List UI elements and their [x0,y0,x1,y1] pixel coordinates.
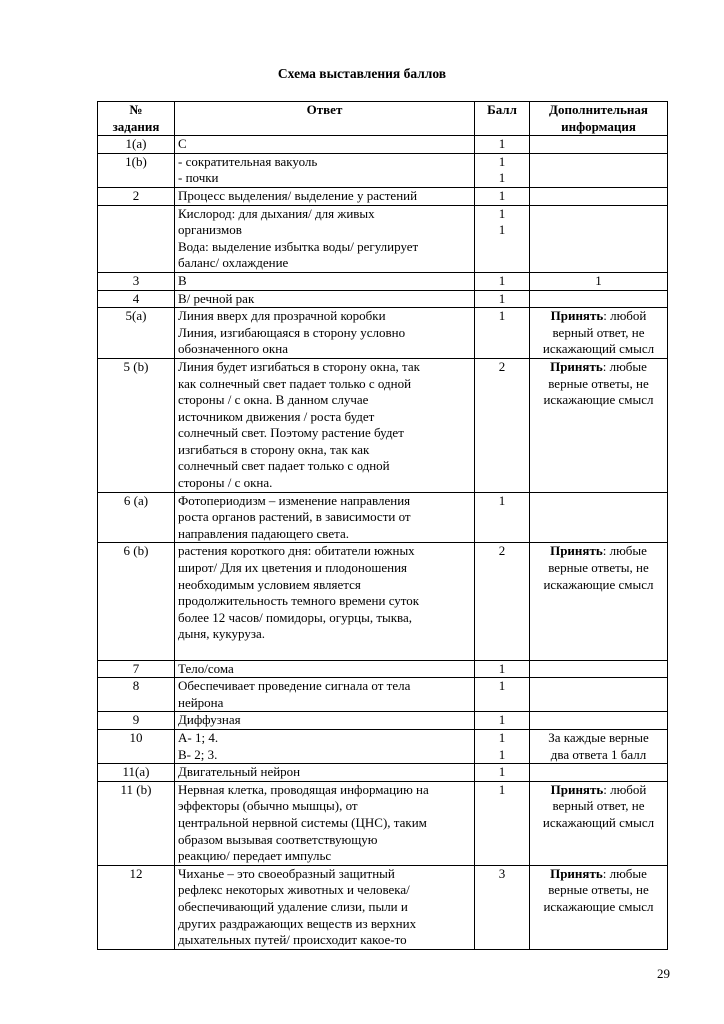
answer-cell [175,660,475,678]
answer-line: Тело/сома [178,660,234,676]
additional-info-cell [530,660,668,678]
info-text: два ответа 1 балл [550,746,647,762]
table-row [98,764,668,782]
points-value: 1 [498,136,506,152]
points-cell [475,781,530,865]
task-number-cell: 1(а) [98,136,175,154]
info-line [533,376,664,393]
answer-line: более 12 часов/ помидоры, огурцы, тыква, [178,609,413,625]
answer-line: Линия, изгибающаяся в сторону условно [178,324,406,340]
points-cell [475,187,530,205]
answer-line: стороны / с окна. [178,475,273,491]
points-value: 1 [498,712,506,728]
answer-line: Чиханье – это своеобразный защитный [178,865,395,881]
answer-line: реакцию/ передает импульс [178,848,332,864]
info-text: искажающий смысл [542,341,655,357]
answer-line: эффекторы (обычно мышцы), от [178,798,358,814]
info-text: : любой [603,308,647,324]
info-line [533,392,664,409]
answer-line: Нервная клетка, проводящая информацию на [178,781,429,797]
accept-label: Принять [550,358,603,374]
additional-info-cell [530,729,668,763]
task-number-cell: 5 (b) [98,358,175,492]
points-value: 1 [498,729,506,745]
answer-cell [175,153,475,187]
task-number-cell: 7 [98,660,175,678]
answer-line: Диффузная [178,712,241,728]
answer-cell [175,678,475,712]
info-text: верный ответ, не [552,324,645,340]
answer-line: С [178,136,187,152]
table-row [98,187,668,205]
answer-line: направления падающего света. [178,525,349,541]
answer-line: В- 2; 3. [178,746,218,762]
accept-label: Принять [550,543,603,559]
task-number-cell: 1(b) [98,153,175,187]
points-cell [475,729,530,763]
task-number-cell: 8 [98,678,175,712]
answer-line: источником движения / роста будет [178,408,375,424]
answer-cell [175,781,475,865]
task-number-cell: 5(а) [98,308,175,359]
info-line [533,798,664,815]
answer-cell [175,764,475,782]
table-row [98,290,668,308]
points-cell [475,358,530,492]
info-text: 1 [595,272,602,288]
answer-line: В [178,272,187,288]
points-value: 1 [498,205,506,221]
additional-info-cell [530,678,668,712]
additional-info-cell [530,712,668,730]
additional-info-cell [530,764,668,782]
task-number-cell: 11 (b) [98,781,175,865]
points-value: 1 [498,660,506,676]
additional-info-cell [530,136,668,154]
points-cell [475,678,530,712]
info-line [533,815,664,832]
answer-cell [175,492,475,543]
answer-line: рефлекс некоторых животных и человека/ [178,882,410,898]
page-number: 29 [657,966,670,981]
info-line [533,359,664,376]
points-cell [475,205,530,272]
answer-line: дыхательных путей/ происходит какое-то [178,932,407,948]
answer-cell [175,729,475,763]
header-task-number: № задания [98,102,175,136]
info-text: искажающий смысл [542,814,655,830]
answer-line: - сократительная вакуоль [178,153,318,169]
additional-info-cell [530,187,668,205]
points-cell [475,712,530,730]
additional-info-cell [530,205,668,272]
task-number-cell: 6 (b) [98,543,175,660]
points-value: 1 [498,187,506,203]
task-number-cell: 9 [98,712,175,730]
answer-line: дыня, кукуруза. [178,626,266,642]
points-cell [475,153,530,187]
table-row [98,865,668,949]
table-row [98,136,668,154]
points-value: 1 [498,678,506,694]
answer-cell [175,290,475,308]
points-value: 3 [498,865,506,881]
info-text: верные ответы, не [548,882,649,898]
answer-line: Кислород: для дыхания/ для живых [178,205,375,221]
table-row [98,358,668,492]
info-text: верный ответ, не [552,798,645,814]
header-answer: Ответ [175,102,475,136]
points-value: 1 [498,308,506,324]
points-cell [475,272,530,290]
info-text: : любые [602,543,647,559]
answer-cell [175,543,475,660]
answer-line: образом вызывая соответствующую [178,831,378,847]
table-row [98,543,668,660]
table-row [98,678,668,712]
points-cell [475,764,530,782]
answer-line [178,643,471,660]
scoring-table [97,101,668,950]
table-row [98,205,668,272]
answer-line: роста органов растений, в зависимости от [178,509,411,525]
info-line [533,577,664,594]
points-value: 1 [498,153,506,169]
answer-line: Линия вверх для прозрачной коробки [178,308,386,324]
table-row [98,729,668,763]
answer-line: Двигательный нейрон [178,764,301,780]
table-row [98,712,668,730]
points-cell [475,660,530,678]
points-cell [475,290,530,308]
answer-cell [175,712,475,730]
info-text: За каждые верные [548,729,649,745]
task-number-cell [98,205,175,272]
info-text: искажающие смысл [543,576,654,592]
info-line [533,560,664,577]
additional-info-cell [530,492,668,543]
points-value: 1 [498,290,506,306]
header-row [98,102,668,136]
answer-cell [175,205,475,272]
table-row [98,660,668,678]
info-line [533,899,664,916]
accept-label: Принять [550,308,604,324]
answer-line: Линия будет изгибаться в сторону окна, так [178,358,420,374]
table-row [98,153,668,187]
info-text: : любые [602,865,647,881]
points-value: 1 [498,492,506,508]
answer-line: организмов [178,222,242,238]
answer-line: необходимым условием является [178,576,361,592]
info-line [533,866,664,883]
answer-line: как солнечный свет падает только с одной [178,375,412,391]
table-row [98,308,668,359]
task-number-cell: 4 [98,290,175,308]
header-points: Балл [475,102,530,136]
answer-cell [175,272,475,290]
additional-info-cell [530,543,668,660]
task-number-cell: 6 (a) [98,492,175,543]
task-number-cell: 3 [98,272,175,290]
points-value: 1 [498,764,506,780]
info-text: верные ответы, не [548,560,649,576]
answer-line: В/ речной рак [178,290,255,306]
answer-line: обозначенного окна [178,341,288,357]
answer-line: центральной нервной системы (ЦНС), таким [178,814,427,830]
info-line [533,273,664,290]
info-line [533,882,664,899]
answer-line: баланс/ охлаждение [178,255,289,271]
info-line [533,308,664,325]
additional-info-cell [530,272,668,290]
answer-line: изгибаться в сторону окна, так как [178,441,370,457]
answer-line: стороны / с окна. В данном случае [178,392,369,408]
answer-cell [175,187,475,205]
answer-line: - почки [178,170,219,186]
answer-line: нейрона [178,694,224,710]
task-number-cell: 2 [98,187,175,205]
table-row [98,492,668,543]
info-text: : любой [603,781,647,797]
answer-line: Обеспечивает проведение сигнала от тела [178,678,411,694]
points-value: 1 [498,222,506,238]
points-value: 2 [498,543,506,559]
info-line [533,543,664,560]
additional-info-cell [530,308,668,359]
points-cell [475,543,530,660]
table-row [98,272,668,290]
points-value: 2 [498,358,506,374]
answer-line: Процесс выделения/ выделение у растений [178,187,418,203]
info-line [533,747,664,764]
answer-cell [175,865,475,949]
answer-line: Вода: выделение избытка воды/ регулирует [178,238,419,254]
additional-info-cell [530,865,668,949]
answer-line: обеспечивающий удаление слизи, пыли и [178,898,408,914]
points-cell [475,136,530,154]
points-cell [475,865,530,949]
points-value: 1 [498,170,506,186]
accept-label: Принять [550,865,603,881]
answer-line: солнечный свет падает только с одной [178,458,390,474]
info-line [533,782,664,799]
answer-line: продолжительность темного времени суток [178,593,420,609]
additional-info-cell [530,358,668,492]
info-line [533,341,664,358]
additional-info-cell [530,781,668,865]
points-value: 1 [498,781,506,797]
task-number-cell: 10 [98,729,175,763]
points-cell [475,492,530,543]
info-text: искажающие смысл [543,898,654,914]
table-row [98,781,668,865]
info-line [533,730,664,747]
info-text: : любые [602,358,647,374]
additional-info-cell [530,153,668,187]
accept-label: Принять [550,781,604,797]
answer-line: растения короткого дня: обитатели южных [178,543,415,559]
answer-cell [175,358,475,492]
answer-line: других раздражающих веществ из верхних [178,915,417,931]
additional-info-cell [530,290,668,308]
answer-line: А- 1; 4. [178,729,219,745]
answer-cell [175,136,475,154]
info-line [533,325,664,342]
info-text: верные ответы, не [548,375,649,391]
answer-cell [175,308,475,359]
answer-line: широт/ Для их цветения и плодоношения [178,560,408,576]
task-number-cell: 11(a) [98,764,175,782]
task-number-cell: 12 [98,865,175,949]
header-additional-info: Дополнительная информация [530,102,668,136]
info-text: искажающие смысл [543,392,654,408]
page-title: Схема выставления баллов [277,66,447,81]
answer-line: Фотопериодизм – изменение направления [178,492,411,508]
points-value: 1 [498,272,506,288]
points-value: 1 [498,746,506,762]
points-cell [475,308,530,359]
answer-line: солнечный свет. Поэтому растение будет [178,425,404,441]
